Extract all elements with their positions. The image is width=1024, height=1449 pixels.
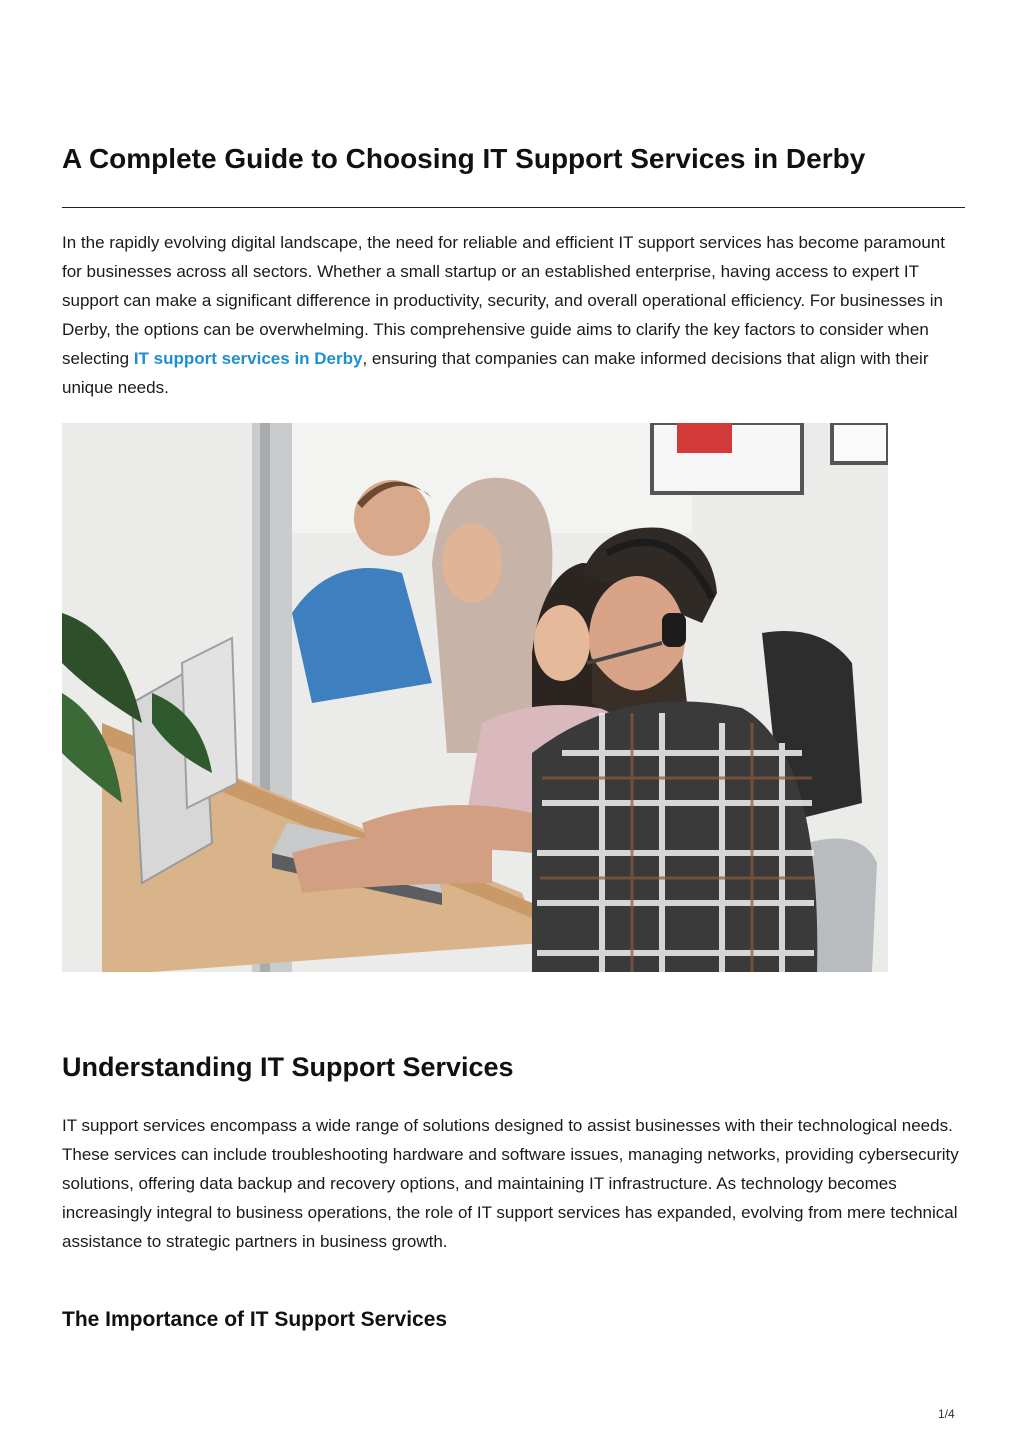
it-support-derby-link[interactable]: IT support services in Derby [133, 349, 363, 368]
section-heading-understanding: Understanding IT Support Services [62, 1052, 514, 1082]
section-paragraph-understanding: IT support services encompass a wide range of solutions designed to assist businesses with their technological needs. These services can include troubleshooting hardware and software issues, managing networks, providing cybersecurity solutions, offering data backup and recovery options, and maintaining IT infrastructure. As technology becomes increasingly integral to business operations, the role of IT support services has expanded, evolving from mere technical assistance to strategic partners in business growth. [62, 1116, 959, 1251]
page-title: A Complete Guide to Choosing IT Support Services in Derby [62, 143, 866, 174]
title-divider [62, 207, 965, 208]
intro-text-after-link: , ensuring that companies can make informed decisions that align with their unique needs. [62, 349, 929, 397]
subsection-heading-importance: The Importance of IT Support Services [62, 1308, 448, 1331]
intro-text-before-link: In the rapidly evolving digital landscape, the need for reliable and efficient IT support services has become paramount for businesses across all sectors. Whether a small startup or an established enterprise, having access to expert IT support can make a significant difference in productivity, security, and overall operational efficiency. For businesses in Derby, the options can be overwhelming. This comprehensive guide aims to clarify the key factors to consider when selecting [62, 233, 945, 368]
call-center-photo [62, 423, 888, 972]
intro-paragraph [62, 228, 957, 402]
page-number: 1/4 [938, 1407, 955, 1421]
